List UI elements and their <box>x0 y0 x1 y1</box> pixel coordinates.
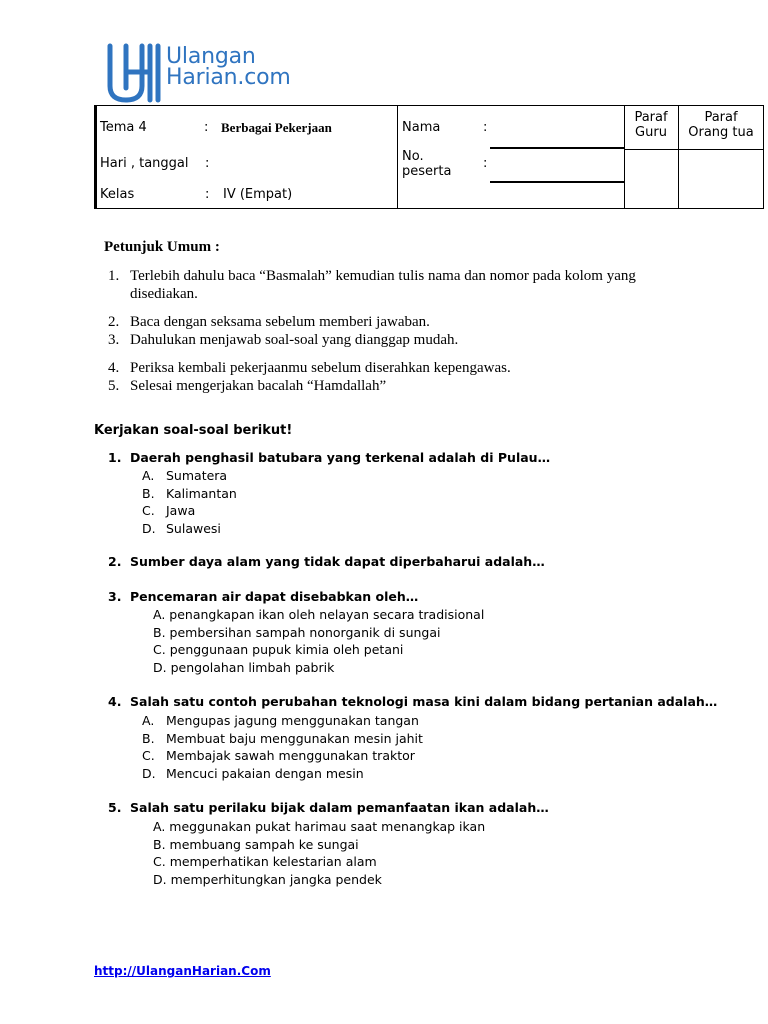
no-label-line1: No. <box>402 149 424 164</box>
petunjuk-num: 4. <box>108 360 120 376</box>
question-text: Salah satu contoh perubahan teknologi masa kini dalam bidang pertanian adalah… <box>130 694 718 709</box>
option-label: A. <box>142 468 155 483</box>
option <box>153 871 485 889</box>
option-label: C. <box>153 642 166 658</box>
option-text: Membajak sawah menggunakan traktor <box>166 748 415 764</box>
hari-label: Hari , tanggal <box>100 156 189 171</box>
no-peserta-label <box>402 149 451 179</box>
option <box>153 818 485 836</box>
option-label: B. <box>142 485 155 501</box>
option <box>153 659 484 677</box>
petunjuk-item <box>108 359 668 377</box>
kelas-sep: : <box>205 187 210 202</box>
option <box>142 730 423 748</box>
footer-link[interactable]: http://UlanganHarian.Com <box>94 964 271 978</box>
tema-sep: : <box>204 120 209 135</box>
option-text: Membuat baju menggunakan mesin jahit <box>166 730 423 746</box>
no-sep: : <box>483 156 488 171</box>
option <box>142 502 237 520</box>
petunjuk-item <box>108 267 638 303</box>
paraf-ortu-line2: Orang tua <box>688 125 754 140</box>
kelas-label: Kelas <box>100 187 135 202</box>
petunjuk-text: Terlebih dahulu baca “Basmalah” kemudian tulis nama dan nomor pada kolom yang disediakan. <box>130 268 636 302</box>
option-text: Sumatera <box>166 468 228 483</box>
option <box>142 765 423 783</box>
question <box>108 800 549 815</box>
question-text: Salah satu perilaku bijak dalam pemanfaatan ikan adalah… <box>130 800 549 815</box>
option-text: pembersihan sampah nonorganik di sungai <box>169 624 441 640</box>
paraf-ortu-label <box>678 110 764 140</box>
option-label: D. <box>153 872 167 888</box>
logo-text <box>166 46 291 88</box>
petunjuk-text: Periksa kembali pekerjaanmu sebelum diserahkan kepengawas. <box>130 360 511 376</box>
option-label: B. <box>153 624 166 640</box>
nama-sep: : <box>483 120 488 135</box>
options-list <box>142 712 423 783</box>
option <box>142 520 237 538</box>
petunjuk-num: 1. <box>108 268 120 284</box>
question <box>108 450 550 465</box>
question-num: 2. <box>108 554 122 569</box>
question-num: 4. <box>108 694 122 709</box>
option-text: Sulawesi <box>166 521 221 537</box>
option <box>142 485 237 503</box>
petunjuk-list <box>108 267 668 395</box>
question-text: Daerah penghasil batubara yang terkenal adalah di Pulau… <box>130 450 551 465</box>
question <box>108 694 717 709</box>
options-list <box>142 467 237 538</box>
option-text: Kalimantan <box>166 485 237 501</box>
header-table <box>94 105 764 209</box>
petunjuk-num: 5. <box>108 378 120 394</box>
question <box>108 589 418 604</box>
option-label: C. <box>142 748 155 764</box>
petunjuk-text: Dahulukan menjawab soal-soal yang dianggap mudah. <box>130 332 459 348</box>
hari-sep: : <box>205 156 210 171</box>
option-text: Mengupas jagung menggunakan tangan <box>166 713 419 728</box>
option-label: B. <box>142 730 155 746</box>
option <box>142 467 237 485</box>
option <box>153 853 485 871</box>
petunjuk-item <box>108 331 668 349</box>
question-text: Pencemaran air dapat disebabkan oleh… <box>130 589 419 604</box>
option <box>153 641 484 659</box>
question-num: 5. <box>108 800 122 815</box>
option <box>153 606 484 624</box>
paraf-ortu-line1: Paraf <box>704 110 738 125</box>
paraf-guru-label <box>624 110 678 140</box>
option-label: D. <box>153 660 167 676</box>
petunjuk-item <box>108 377 668 395</box>
tema-label: Tema 4 <box>100 120 147 135</box>
option-label: A. <box>142 713 155 728</box>
option-text: penggunaan pupuk kimia oleh petani <box>169 642 404 658</box>
nama-label: Nama <box>402 120 441 135</box>
no-label-line2: peserta <box>402 164 452 179</box>
paraf-guru-line1: Paraf <box>634 110 668 125</box>
tema-value: Berbagai Pekerjaan <box>221 120 332 135</box>
option-text: Jawa <box>166 503 196 519</box>
petunjuk-text: Baca dengan seksama sebelum memberi jawaban. <box>130 314 430 330</box>
petunjuk-item <box>108 313 668 331</box>
option-label: C. <box>142 503 155 519</box>
option <box>142 747 423 765</box>
options-list <box>153 818 485 889</box>
option-label: A. <box>153 607 166 622</box>
option <box>142 712 423 730</box>
option <box>153 624 484 642</box>
option-label: B. <box>153 836 166 852</box>
section-title: Kerjakan soal-soal berikut! <box>94 423 293 438</box>
option-text: meggunakan pukat harimau saat menangkap ikan <box>169 819 486 834</box>
question <box>108 554 545 569</box>
petunjuk-num: 2. <box>108 314 120 330</box>
question-num: 1. <box>108 450 122 465</box>
question-num: 3. <box>108 589 122 604</box>
option-label: A. <box>153 819 166 834</box>
options-list <box>153 606 484 677</box>
option-label: D. <box>142 766 156 782</box>
option <box>153 836 485 854</box>
kelas-value: IV (Empat) <box>223 187 293 202</box>
option-text: penangkapan ikan oleh nelayan secara tradisional <box>169 607 485 622</box>
petunjuk-text: Selesai mengerjakan bacalah “Hamdallah” <box>130 378 387 394</box>
logo-line2: Harian.com <box>166 65 291 90</box>
option-text: pengolahan limbah pabrik <box>170 660 335 676</box>
petunjuk-num: 3. <box>108 332 120 348</box>
option-text: Mencuci pakaian dengan mesin <box>166 766 364 782</box>
option-label: D. <box>142 521 156 537</box>
question-text: Sumber daya alam yang tidak dapat diperbaharui adalah… <box>130 554 545 569</box>
option-text: memperhatikan kelestarian alam <box>169 854 377 870</box>
option-text: memperhitungkan jangka pendek <box>170 872 382 888</box>
petunjuk-title: Petunjuk Umum : <box>104 239 220 255</box>
option-label: C. <box>153 854 166 870</box>
paraf-guru-line2: Guru <box>635 125 667 140</box>
logo-line1: Ulangan <box>166 44 256 69</box>
option-text: membuang sampah ke sungai <box>169 836 359 852</box>
